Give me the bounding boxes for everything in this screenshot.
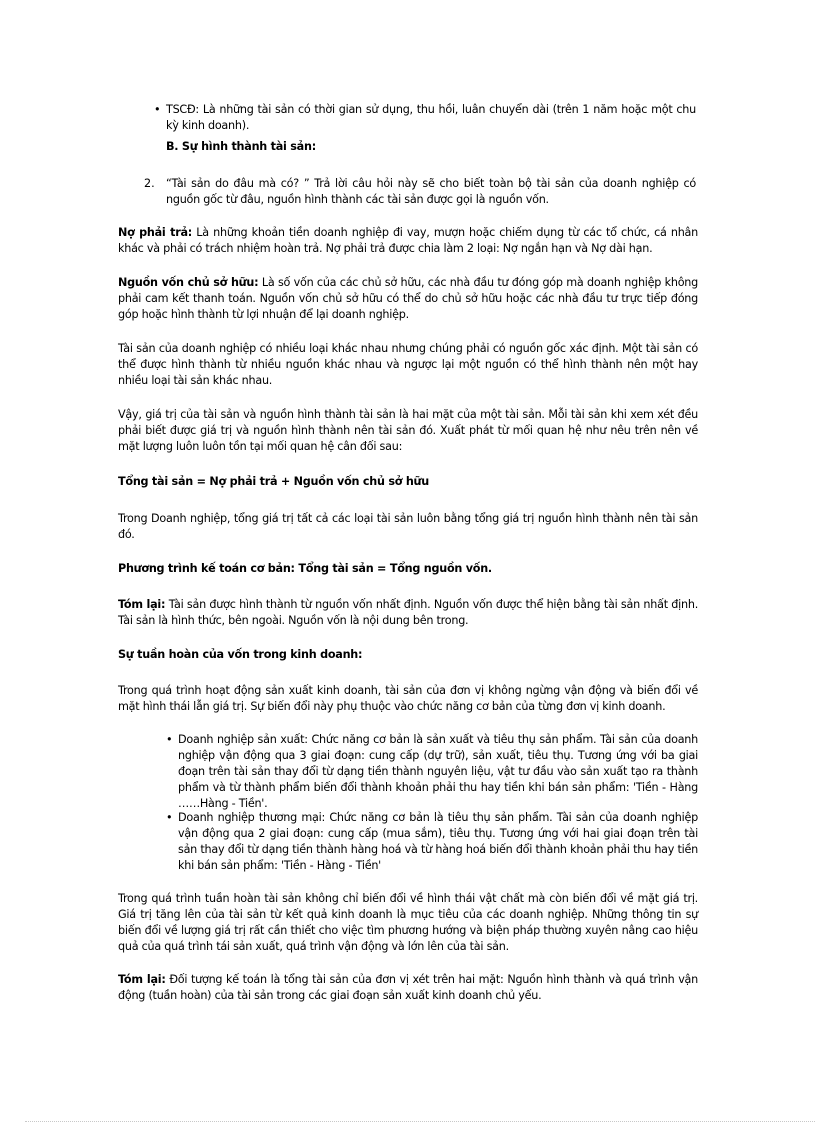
page-bottom-divider: [25, 1121, 815, 1122]
text-no-phai-tra: Là những khoản tiền doanh nghiệp đi vay, mượn hoặc chiếm dụng từ các tổ chức, cá nhân khác và phải có trách nhiệm hoàn trả. Nợ phải trả được chia làm 2 loại: Nợ ngắn hạn và Nợ dài hạn.: [118, 226, 698, 255]
bullet-dot: •: [166, 733, 173, 746]
bullet-dot: •: [166, 811, 173, 824]
bullet-thuong-mai: [166, 810, 698, 874]
paragraph-gia-tri: Trong quá trình tuần hoàn tài sản không chỉ biến đổi về hình thái vật chất mà còn biến đổi về mặt giá trị. Giá trị tăng lên của tài sản từ kết quả kinh doanh là mục tiêu của các doanh nghiệp. Những thông tin sự biến đổi về lượng giá trị rất cần thiết cho việc tìm phương hướng và biện pháp thường xuyên nâng cao hiệu quả của quá trình tái sản xuất, quá trình vận động và lớn lên của tài sản.: [118, 892, 698, 953]
bullet-san-xuat: [166, 732, 698, 812]
label-no-phai-tra: Nợ phải trả:: [118, 226, 193, 239]
summary-1-label: Tóm lại:: [118, 598, 166, 611]
accounting-equation: [118, 474, 698, 490]
section-b-title: B. Sự hình thành tài sản:: [166, 140, 316, 153]
summary-2-label: Tóm lại:: [118, 973, 166, 986]
summary-2-text: Đối tượng kế toán là tổng tài sản của đơn vị xét trên hai mặt: Nguồn hình thành và quá trình vận động (tuần hoàn) của tài sản trong các giai đoạn sản xuất kinh doanh chủ yếu.: [118, 973, 699, 1002]
bullet-san-xuat-text: Doanh nghiệp sản xuất: Chức năng cơ bản là sản xuất và tiêu thụ sản phẩm. Tài sản của doanh nghiệp vận động qua 3 giai đoạn: cung cấp (dự trữ), sản xuất, tiêu thụ. Tương ứng với ba giai đoạn trên tài sản thay đổi từ dạng tiền thành nguyên liệu, vật tư đầu vào sản xuất tạo ra thành phẩm và từ thành phẩm biến đổi thành khoản phải thu hay tiền khi bán sản phẩm: 'Tiền - Hàng ……Hàng - Tiền'.: [178, 733, 698, 810]
paragraph-hai-mat: Vậy, giá trị của tài sản và nguồn hình thành tài sản là hai mặt của một tài sản. Mỗi tài sản khi xem xét đều phải biết được giá trị và nguồn hình thành nên tài sản đó. Xuất phát từ mối quan hệ như nêu trên nên về mặt lượng luôn luôn tồn tại mối quan hệ cân đối sau:: [118, 408, 698, 453]
item2-number: 2.: [144, 177, 155, 190]
item2-text: “Tài sản do đâu mà có? ” Trả lời câu hỏi này sẽ cho biết toàn bộ tài sản của doanh nghiệp có nguồn gốc từ đâu, nguồn hình thành các tài sản được gọi là nguồn vốn.: [166, 177, 696, 206]
paragraph-nguon-von-csh: [118, 275, 698, 323]
text-nguon-von-csh: Là số vốn của các chủ sở hữu, các nhà đầu tư đóng góp mà doanh nghiệp không phải cam kết thanh toán. Nguồn vốn chủ sở hữu có thể do chủ sở hữu hoặc các nhà đầu tư trực tiếp đóng góp hoặc hình thành từ lợi nhuận để lại doanh nghiệp.: [118, 276, 698, 321]
paragraph-van-dong: Trong quá trình hoạt động sản xuất kinh doanh, tài sản của đơn vị không ngừng vận động và biến đổi về mặt hình thái lẫn giá trị. Sự biến đổi này phụ thuộc vào chức năng cơ bản của từng đơn vị kinh doanh.: [118, 684, 698, 713]
circulation-heading-text: Sự tuần hoàn của vốn trong kinh doanh:: [118, 648, 363, 661]
basic-equation-heading: [118, 561, 698, 577]
summary-2: [118, 972, 698, 1004]
basic-equation-text: Phương trình kế toán cơ bản: Tổng tài sản = Tổng nguồn vốn.: [118, 562, 492, 575]
bullet-thuong-mai-text: Doanh nghiệp thương mại: Chức năng cơ bản là tiêu thụ sản phẩm. Tài sản của doanh nghiệp vận động qua 2 giai đoạn: cung cấp (mua sắm), tiêu thụ. Tương ứng với hai giai đoạn trên tài sản thay đổi từ dạng tiền thành hàng hoá và từ hàng hoá biến đổi thành khoản phải thu hay tiền khi bán sản phẩm: 'Tiền - Hàng - Tiền': [178, 811, 698, 872]
equation-text: Tổng tài sản = Nợ phải trả + Nguồn vốn chủ sở hữu: [118, 475, 429, 488]
bullet-dot: •: [154, 103, 161, 116]
circulation-heading: [118, 647, 698, 663]
summary-1: [118, 597, 698, 629]
section-b-heading: [166, 139, 666, 155]
paragraph-nguon-goc: Tài sản của doanh nghiệp có nhiều loại khác nhau nhưng chúng phải có nguồn gốc xác định. Một tài sản có thể được hình thành từ nhiều nguồn khác nhau và ngược lại một nguồn có thể hình thành nên một hay nhiều loại tài sản khác nhau.: [118, 342, 698, 387]
summary-1-text: Tài sản được hình thành từ nguồn vốn nhất định. Nguồn vốn được thể hiện bằng tài sản nhất định. Tài sản là hình thức, bên ngoài. Nguồn vốn là nội dung bên trong.: [118, 598, 699, 627]
bullet-tscd-text: TSCĐ: Là những tài sản có thời gian sử dụng, thu hồi, luân chuyển dài (trên 1 năm hoặc một chu kỳ kinh doanh).: [166, 103, 696, 132]
paragraph-no-phai-tra: [118, 225, 698, 257]
paragraph-tong-gia-tri: Trong Doanh nghiệp, tổng giá trị tất cả các loại tài sản luôn bằng tổng giá trị nguồn hình thành nên tài sản đó.: [118, 512, 698, 541]
label-nguon-von-csh: Nguồn vốn chủ sở hữu:: [118, 276, 259, 289]
bullet-tscd: [154, 102, 696, 134]
